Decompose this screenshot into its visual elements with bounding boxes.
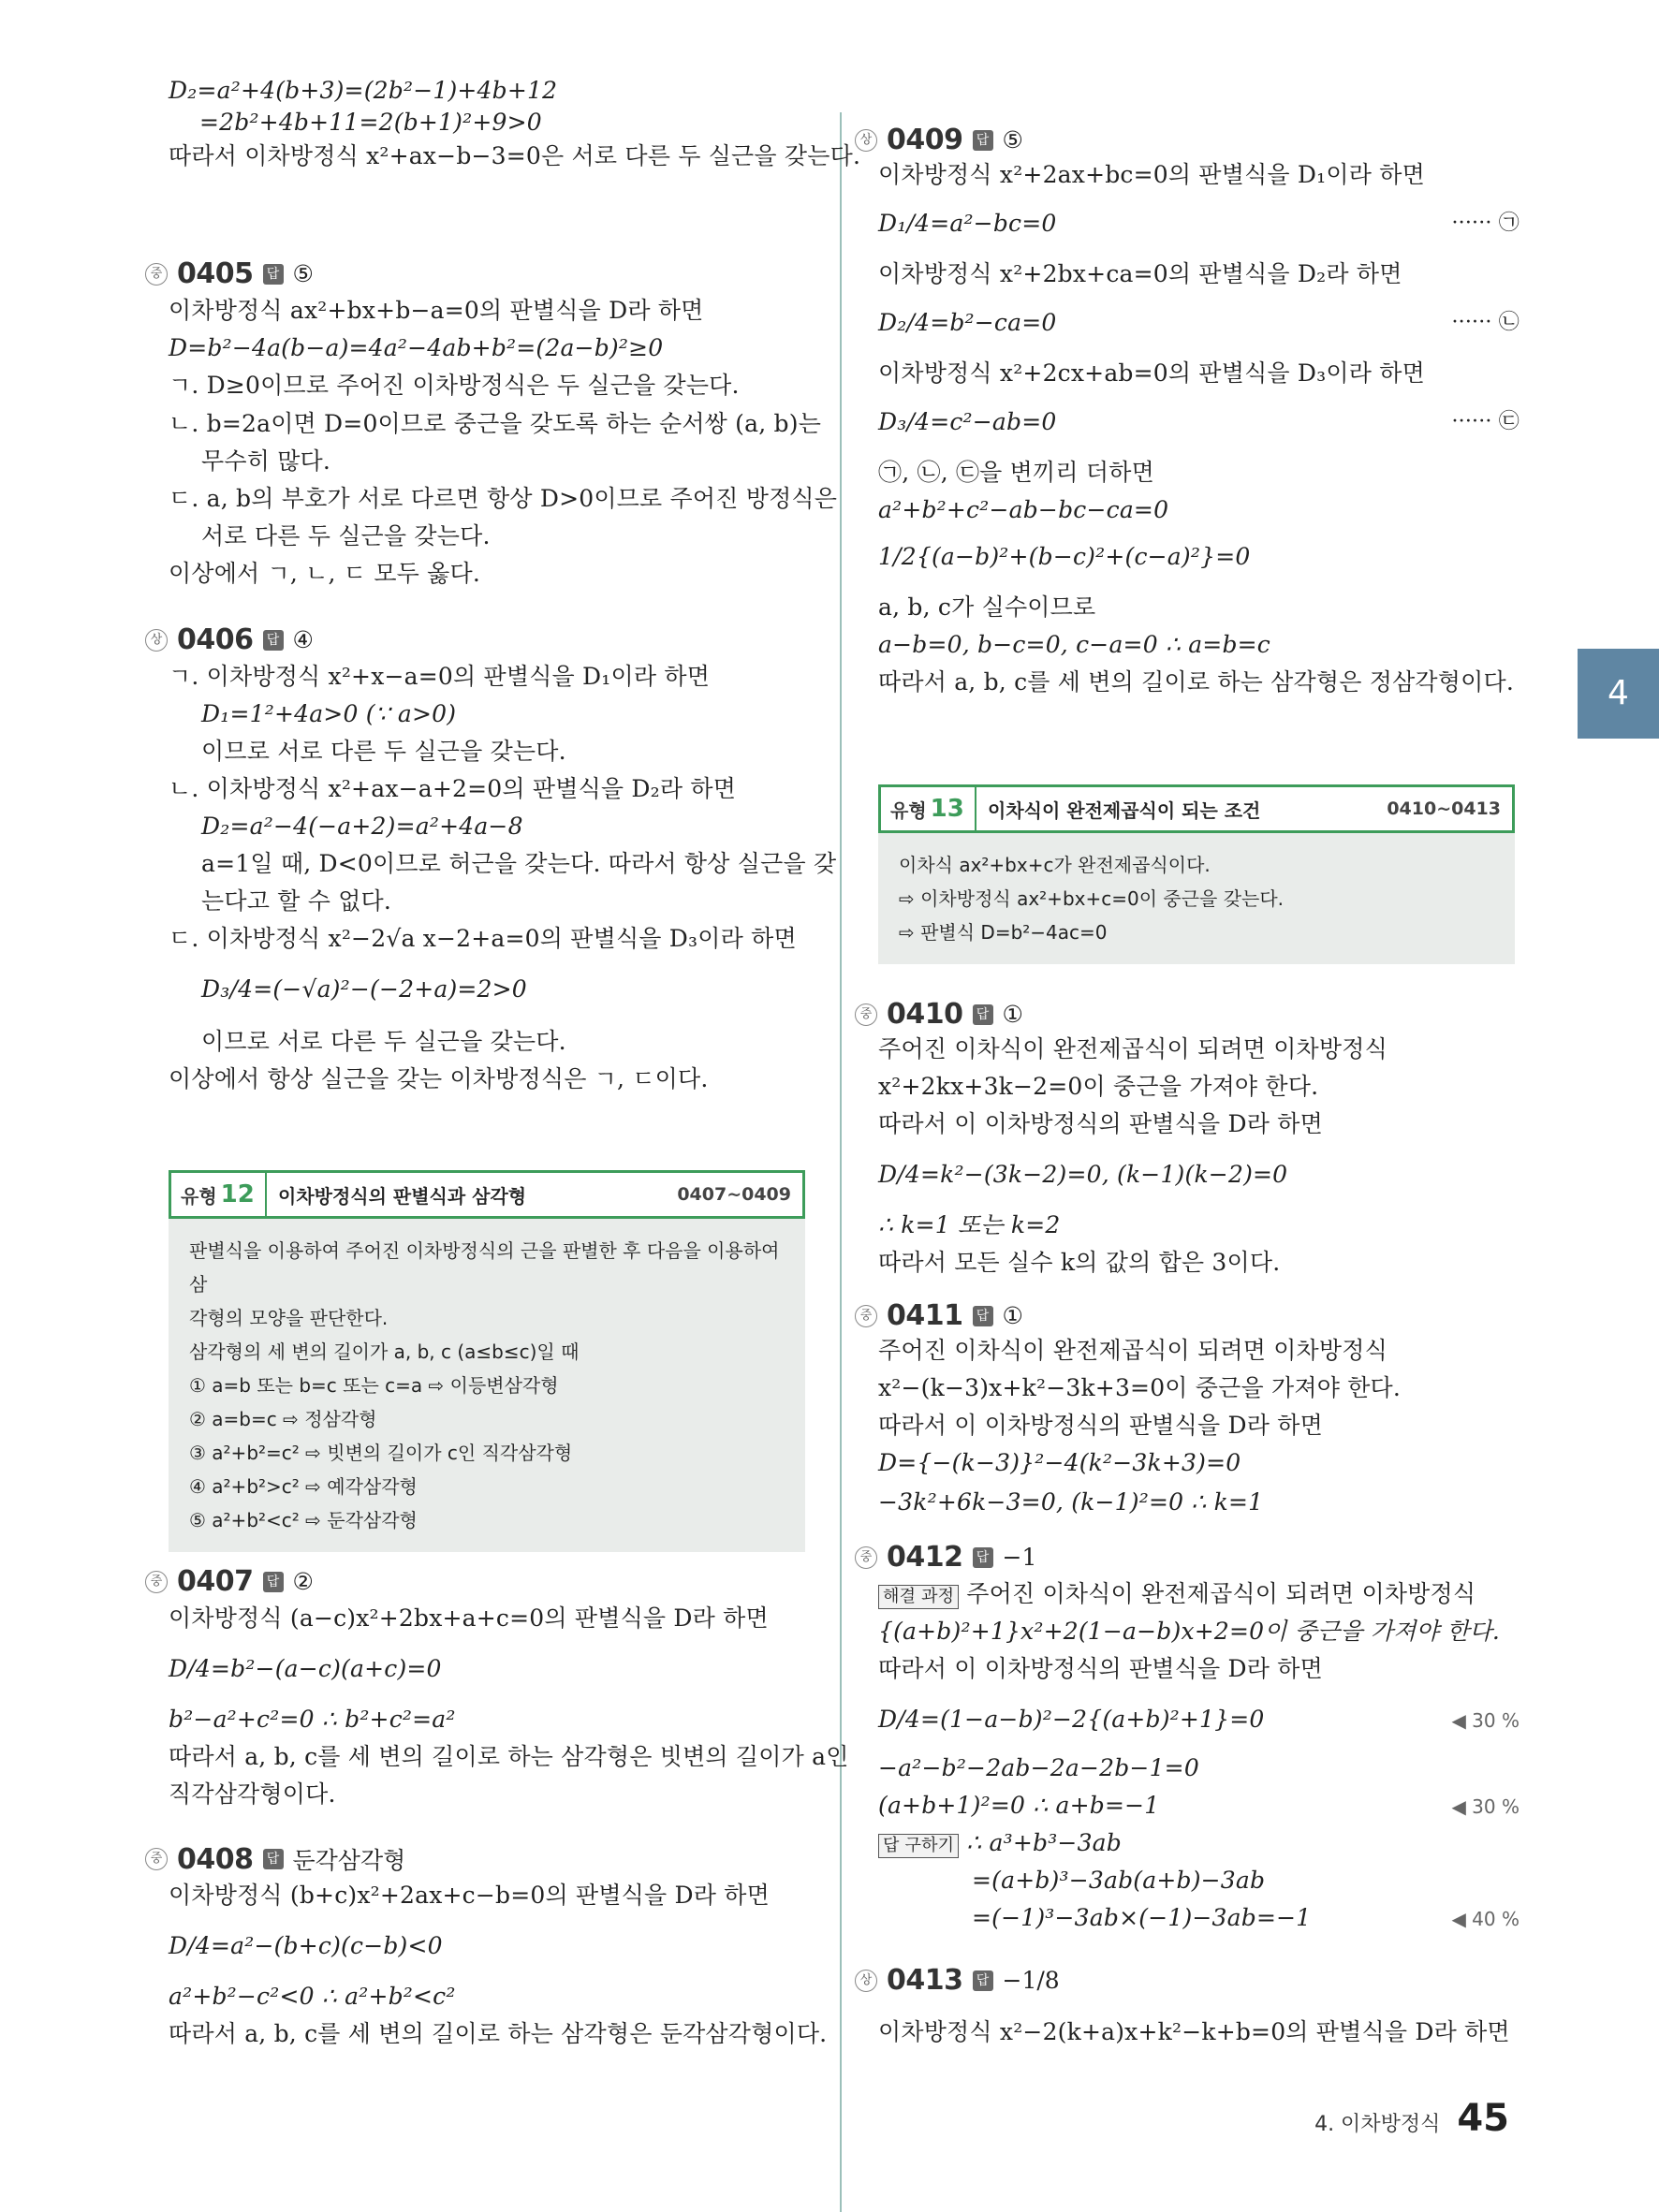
text-line: b²−a²+c²=0 ∴ b²+c²=a² — [169, 1706, 456, 1733]
text-line: 따라서 이 이차방정식의 판별식을 D라 하면 — [878, 1110, 1323, 1137]
text-line: 이상에서 ㄱ, ㄴ, ㄷ 모두 옳다. — [169, 560, 481, 587]
type-range: 0407~0409 — [677, 1184, 791, 1205]
problem-number: 0410 — [887, 998, 963, 1031]
answer-mark: 답 — [973, 1970, 993, 1991]
type-line: 삼각형의 세 변의 길이가 a, b, c (a≤b≤c)일 때 — [189, 1340, 580, 1363]
level-badge: 상 — [855, 1970, 877, 1992]
text-line: 이므로 서로 다른 두 실근을 갖는다. — [201, 738, 566, 765]
equation-mark: ······ ㉡ — [1451, 311, 1520, 334]
type-line: 이차식 ax²+bx+c가 완전제곱식이다. — [899, 854, 1211, 876]
type-line: ④ a²+b²>c² ⇨ 예각삼각형 — [189, 1475, 418, 1498]
text-line: D₁=1²+4a>0 (∵ a>0) — [201, 700, 457, 727]
problem-header-0411 — [855, 1299, 1023, 1332]
column-divider — [840, 112, 842, 2212]
text-line: 이상에서 항상 실근을 갖는 이차방정식은 ㄱ, ㄷ이다. — [169, 1065, 709, 1092]
text-line: D₃/4=(−√a)²−(−2+a)=2>0 — [201, 975, 527, 1003]
type-line: ⑤ a²+b²<c² ⇨ 둔각삼각형 — [189, 1509, 418, 1531]
text-line: (a+b+1)²=0 ∴ a+b=−1 — [878, 1792, 1160, 1819]
text-line: 직각삼각형이다. — [169, 1780, 336, 1808]
problem-number: 0406 — [177, 623, 254, 656]
problem-number: 0412 — [887, 1541, 963, 1574]
text-line: D/4=b²−(a−c)(a+c)=0 — [169, 1655, 442, 1682]
text-line: 이차방정식 x²+2bx+ca=0의 판별식을 D₂라 하면 — [878, 260, 1402, 287]
text-line: D₃/4=c²−ab=0 — [878, 408, 1057, 435]
answer-value: ① — [1002, 1001, 1023, 1028]
text-line: 무수히 많다. — [201, 447, 331, 475]
type-box-body — [169, 1219, 805, 1552]
text-line: 따라서 이 이차방정식의 판별식을 D라 하면 — [878, 1412, 1323, 1439]
page-number: 45 — [1457, 2097, 1509, 2140]
problem-header-0412 — [855, 1541, 1036, 1574]
problem-header-0410 — [855, 998, 1023, 1031]
text-line: x²−(k−3)x+k²−3k+3=0이 중근을 가져야 한다. — [878, 1374, 1402, 1401]
text-line: 이차방정식 x²+2ax+bc=0의 판별식을 D₁이라 하면 — [878, 161, 1425, 188]
answer-value: ④ — [292, 626, 314, 653]
level-badge: 중 — [145, 1571, 168, 1593]
answer-mark: 답 — [263, 264, 284, 285]
answer-mark: 답 — [973, 1547, 993, 1568]
problem-header-0407 — [145, 1565, 314, 1598]
text-line: ㄱ. 이차방정식 x²+x−a=0의 판별식을 D₁이라 하면 — [169, 663, 711, 690]
level-badge: 중 — [855, 1305, 877, 1327]
text-line: ㄷ. a, b의 부호가 서로 다르면 항상 D>0이므로 주어진 방정식은 — [169, 485, 838, 512]
text-line: −a²−b²−2ab−2a−2b−1=0 — [878, 1754, 1199, 1781]
text-span: 주어진 이차식이 완전제곱식이 되려면 이차방정식 — [966, 1580, 1476, 1607]
text-line: =(a+b)³−3ab(a+b)−3ab — [972, 1867, 1266, 1894]
text-line: a²+b²+c²−ab−bc−ca=0 — [878, 496, 1169, 523]
problem-header-0409 — [855, 124, 1023, 156]
type-line: ⇨ 이차방정식 ax²+bx+c=0이 중근을 갖는다. — [899, 887, 1285, 910]
type-number: 13 — [930, 795, 964, 823]
answer-mark: 답 — [263, 630, 284, 651]
solution-step-label: 답 구하기 — [878, 1834, 959, 1858]
type-line: ③ a²+b²=c² ⇨ 빗변의 길이가 c인 직각삼각형 — [189, 1442, 573, 1464]
text-span: ∴ a³+b³−3ab — [966, 1829, 1122, 1856]
text-line: ㄱ. D≥0이므로 주어진 이차방정식은 두 실근을 갖는다. — [169, 372, 740, 399]
score-percent: ◀ 30 % — [1451, 1795, 1520, 1818]
text-line: 이차방정식 x²−2(k+a)x+k²−k+b=0의 판별식을 D라 하면 — [878, 2018, 1510, 2045]
text-line: a²+b²−c²<0 ∴ a²+b²<c² — [169, 1983, 456, 2010]
text-line: 주어진 이차식이 완전제곱식이 되려면 이차방정식 — [878, 1035, 1387, 1062]
type-box-12 — [169, 1170, 805, 1552]
text-line: D₁/4=a²−bc=0 — [878, 210, 1057, 237]
page-footer — [1314, 2097, 1509, 2140]
type-title: 이차식이 완전제곱식이 되는 조건 — [988, 798, 1261, 822]
level-badge: 중 — [145, 1848, 168, 1870]
problem-header-0413 — [855, 1964, 1060, 1997]
level-badge: 중 — [145, 263, 168, 286]
text-line: 따라서 a, b, c를 세 변의 길이로 하는 삼각형은 정삼각형이다. — [878, 668, 1514, 696]
answer-value: 둔각삼각형 — [292, 1847, 406, 1874]
type-prefix: 유형 — [890, 798, 927, 822]
problem-header-0408 — [145, 1842, 405, 1876]
problem-header-0406 — [145, 623, 314, 656]
type-box-header — [169, 1170, 805, 1219]
problem-number: 0411 — [887, 1299, 963, 1332]
problem-number: 0405 — [177, 257, 254, 290]
text-line: ㄴ. b=2a이면 D=0이므로 중근을 갖도록 하는 순서쌍 (a, b)는 — [169, 410, 822, 437]
text-line: 주어진 이차식이 완전제곱식이 되려면 이차방정식 — [878, 1337, 1387, 1364]
answer-value: −1/8 — [1002, 1967, 1060, 1994]
text-line: D₂=a²−4(−a+2)=a²+4a−8 — [201, 813, 523, 840]
text-line: D/4=a²−(b+c)(c−b)<0 — [169, 1932, 443, 1959]
text-line: 따라서 a, b, c를 세 변의 길이로 하는 삼각형은 빗변의 길이가 a인 — [169, 1743, 849, 1770]
problem-number: 0407 — [177, 1565, 254, 1598]
text-line: −3k²+6k−3=0, (k−1)²=0 ∴ k=1 — [878, 1488, 1264, 1516]
text-line: 이차방정식 (a−c)x²+2bx+a+c=0의 판별식을 D라 하면 — [169, 1604, 769, 1632]
text-line — [878, 1578, 1475, 1610]
problem-number: 0408 — [177, 1842, 254, 1876]
type-box-body — [878, 833, 1515, 964]
type-number: 12 — [220, 1180, 255, 1209]
type-box-13 — [878, 784, 1515, 964]
text-line: 따라서 a, b, c를 세 변의 길이로 하는 삼각형은 둔각삼각형이다. — [169, 2020, 828, 2047]
text-line: x²+2kx+3k−2=0이 중근을 가져야 한다. — [878, 1073, 1319, 1100]
chapter-title: 4. 이차방정식 — [1314, 2113, 1441, 2136]
answer-mark: 답 — [973, 130, 993, 151]
text-line: 이차방정식 x²+2cx+ab=0의 판별식을 D₃이라 하면 — [878, 359, 1425, 387]
text-line: D/4=k²−(3k−2)=0, (k−1)(k−2)=0 — [878, 1161, 1288, 1188]
text-line: {(a+b)²+1}x²+2(1−a−b)x+2=0이 중근을 가져야 한다. — [878, 1618, 1500, 1645]
type-line: 판별식을 이용하여 주어진 이차방정식의 근을 판별한 후 다음을 이용하여 삼 — [189, 1239, 780, 1296]
type-label — [171, 1173, 267, 1216]
text-line: ∴ k=1 또는 k=2 — [878, 1211, 1061, 1238]
text-line: D={−(k−3)}²−4(k²−3k+3)=0 — [878, 1449, 1241, 1476]
text-line: 이므로 서로 다른 두 실근을 갖는다. — [201, 1028, 566, 1055]
text-line: ㄴ. 이차방정식 x²+ax−a+2=0의 판별식을 D₂라 하면 — [169, 775, 737, 802]
answer-value: ⑤ — [1002, 126, 1023, 154]
text-line: 1/2{(a−b)²+(b−c)²+(c−a)²}=0 — [878, 543, 1251, 570]
equation-mark: ······ ㉢ — [1451, 410, 1520, 433]
chapter-side-tab: 4 — [1578, 649, 1659, 739]
text-line: 따라서 이차방정식 x²+ax−b−3=0은 서로 다른 두 실근을 갖는다. — [169, 142, 861, 169]
score-percent: ◀ 40 % — [1451, 1908, 1520, 1930]
text-line: 이차방정식 (b+c)x²+2ax+c−b=0의 판별식을 D라 하면 — [169, 1882, 770, 1909]
text-line — [878, 1827, 1122, 1859]
text-line: 따라서 모든 실수 k의 값의 합은 3이다. — [878, 1249, 1281, 1276]
text-line: 서로 다른 두 실근을 갖는다. — [201, 522, 491, 549]
answer-value: ② — [292, 1568, 314, 1595]
equation-mark: ······ ㉠ — [1451, 212, 1520, 235]
answer-mark: 답 — [263, 1849, 284, 1869]
type-prefix: 유형 — [181, 1184, 217, 1208]
type-line: ⇨ 판별식 D=b²−4ac=0 — [899, 921, 1108, 944]
text-line: D/4=(1−a−b)²−2{(a+b)²+1}=0 — [878, 1706, 1265, 1733]
type-line: ② a=b=c ⇨ 정삼각형 — [189, 1408, 377, 1430]
type-title: 이차방정식의 판별식과 삼각형 — [278, 1184, 527, 1208]
text-line: 따라서 이 이차방정식의 판별식을 D라 하면 — [878, 1655, 1323, 1682]
level-badge: 중 — [855, 1003, 877, 1026]
type-range: 0410~0413 — [1387, 798, 1501, 819]
problem-number: 0413 — [887, 1964, 963, 1997]
type-line: 각형의 모양을 판단한다. — [189, 1307, 389, 1329]
type-line: ① a=b 또는 b=c 또는 c=a ⇨ 이등변삼각형 — [189, 1374, 559, 1397]
text-line: ㄷ. 이차방정식 x²−2√a x−2+a=0의 판별식을 D₃이라 하면 — [169, 925, 797, 952]
problem-header-0405 — [145, 257, 314, 290]
type-label — [881, 787, 976, 830]
answer-mark: 답 — [973, 1306, 993, 1326]
answer-mark: 답 — [973, 1004, 993, 1025]
text-line: 는다고 할 수 없다. — [201, 887, 392, 915]
answer-value: −1 — [1002, 1544, 1037, 1571]
level-badge: 상 — [855, 129, 877, 152]
answer-value: ① — [1002, 1302, 1023, 1329]
text-line: 이차방정식 ax²+bx+b−a=0의 판별식을 D라 하면 — [169, 297, 704, 324]
score-percent: ◀ 30 % — [1451, 1709, 1520, 1732]
text-line: a−b=0, b−c=0, c−a=0 ∴ a=b=c — [878, 631, 1271, 658]
text-line: D₂/4=b²−ca=0 — [878, 309, 1057, 336]
answer-mark: 답 — [263, 1572, 284, 1592]
level-badge: 상 — [145, 629, 168, 652]
type-box-header — [878, 784, 1515, 833]
text-line: a, b, c가 실수이므로 — [878, 593, 1096, 621]
text-line: a=1일 때, D<0이므로 허근을 갖는다. 따라서 항상 실근을 갖 — [201, 850, 837, 877]
solution-step-label: 해결 과정 — [878, 1585, 959, 1609]
text-line: =(−1)³−3ab×(−1)−3ab=−1 — [972, 1904, 1312, 1931]
text-line: D₂=a²+4(b+3)=(2b²−1)+4b+12 — [169, 77, 558, 104]
level-badge: 중 — [855, 1546, 877, 1569]
answer-value: ⑤ — [292, 260, 314, 287]
problem-number: 0409 — [887, 124, 963, 156]
text-line: D=b²−4a(b−a)=4a²−4ab+b²=(2a−b)²≥0 — [169, 334, 664, 361]
text-line: =2b²+4b+11=2(b+1)²+9>0 — [199, 109, 542, 136]
text-line: ㉠, ㉡, ㉢을 변끼리 더하면 — [878, 459, 1154, 486]
